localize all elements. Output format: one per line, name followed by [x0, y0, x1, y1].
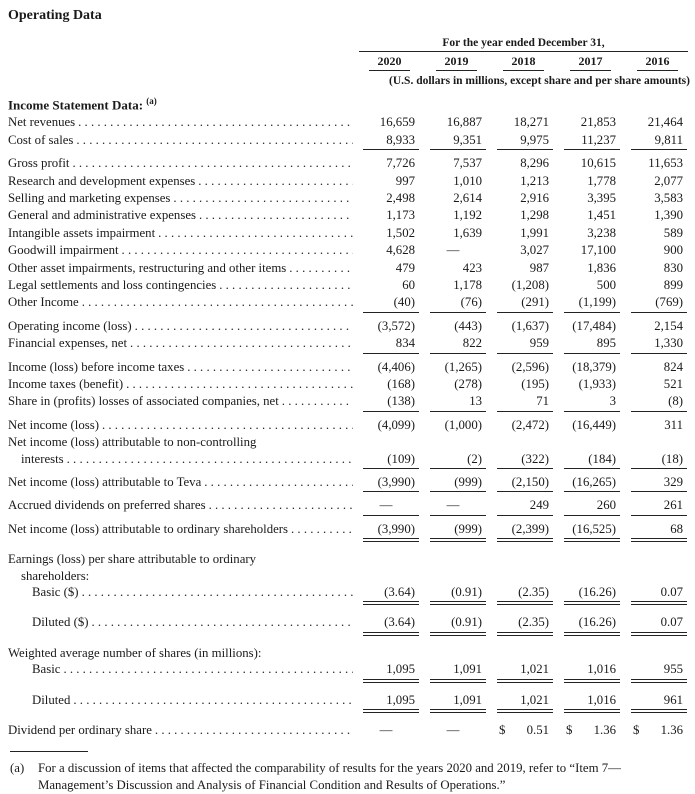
value-cell: 1,021: [497, 661, 553, 682]
row-label: Accrued dividends on preferred shares: [8, 498, 206, 513]
leader-dots: [82, 584, 353, 605]
value-cell: 1,095: [363, 692, 419, 713]
row-label-cell: [8, 376, 355, 393]
value-cell: 1,016: [564, 661, 620, 682]
row-label-cell: [8, 207, 355, 224]
value-cell: 7,726: [386, 156, 415, 171]
leader-dots: [135, 318, 353, 335]
row-label-cell: [8, 173, 355, 190]
currency-symbol: $: [633, 723, 640, 738]
table-row: [8, 434, 690, 450]
value-cell: [363, 551, 419, 567]
value-cell: 2,498: [386, 190, 415, 205]
value-cell: (8): [631, 393, 687, 411]
row-label-cell: [8, 584, 355, 605]
row-label-cell: [8, 155, 355, 172]
value-cell: (1,637): [511, 318, 549, 333]
leader-dots: [155, 722, 353, 739]
value-cell: 1,502: [386, 225, 415, 240]
table-body: [8, 114, 690, 739]
value-cell: 3,395: [587, 190, 616, 205]
table-row: [8, 614, 690, 635]
value-cell: 900: [663, 243, 683, 258]
value-cell: 249: [497, 497, 553, 515]
row-label: Net income (loss) attributable to non-controlling: [8, 435, 257, 450]
value-cell: 1,451: [587, 208, 616, 223]
value-cell: (16.26): [564, 584, 620, 605]
row-label: Legal settlements and loss contingencies: [8, 277, 217, 292]
row-label: Cost of sales: [8, 132, 74, 147]
page-title: Operating Data: [8, 8, 102, 23]
row-label-cell: [8, 318, 355, 335]
value-cell: [564, 568, 620, 584]
leader-dots: [158, 225, 353, 242]
leader-dots: [63, 661, 353, 682]
value-cell: [564, 434, 620, 450]
value-cell: 1,390: [654, 208, 683, 223]
row-label-cell: [8, 474, 355, 492]
value-cell: 3: [564, 393, 620, 411]
value-cell: (1,000): [444, 417, 482, 432]
year-label: 2018: [503, 54, 544, 71]
value-cell: 1,639: [453, 225, 482, 240]
value-cell: 311: [664, 417, 683, 432]
value-cell: 822: [430, 335, 486, 353]
table-row: [8, 260, 690, 277]
footnote: [8, 760, 683, 794]
value-cell: (16,265): [564, 474, 620, 492]
value-cell: [497, 551, 553, 567]
value-cell: 0.07: [631, 584, 687, 605]
value-cell: [631, 434, 687, 450]
value-cell: 260: [564, 497, 620, 515]
value-cell: [363, 568, 419, 584]
leader-dots: [219, 277, 353, 294]
row-label-cell: [8, 568, 355, 584]
value-cell: 17,100: [580, 243, 616, 258]
year-label: 2016: [637, 54, 678, 71]
value-cell: (4,099): [377, 417, 415, 432]
row-label: Income taxes (benefit): [8, 377, 124, 392]
row-label: Goodwill impairment: [8, 243, 119, 258]
value-cell: 521: [663, 377, 683, 392]
leader-dots: [102, 417, 353, 434]
value-cell: [497, 722, 553, 739]
row-label-cell: [8, 692, 355, 713]
value-cell: 1,836: [587, 260, 616, 275]
table-row: [8, 277, 690, 294]
value-cell: (999): [430, 521, 486, 542]
row-label: Income (loss) before income taxes: [8, 359, 185, 374]
value-cell: 589: [663, 225, 683, 240]
value-cell: 10,615: [580, 156, 616, 171]
value-cell: 3,238: [587, 225, 616, 240]
value-cell: 261: [631, 497, 687, 515]
value-cell: [497, 434, 553, 450]
value-cell: [564, 722, 620, 739]
value-cell: (2.35): [497, 614, 553, 635]
value-cell: 895: [564, 335, 620, 353]
year-label: 2017: [570, 54, 611, 71]
value-cell: 423: [462, 260, 482, 275]
table-row: [8, 451, 690, 469]
table-row: [8, 132, 690, 150]
value-cell: 1,016: [564, 692, 620, 713]
leader-dots: [76, 132, 353, 150]
leader-dots: [209, 497, 353, 515]
value-cell: 1,091: [430, 692, 486, 713]
value-cell: 4,628: [386, 243, 415, 258]
row-label-cell: [8, 359, 355, 376]
value-cell: (138): [363, 393, 419, 411]
value-amount: 0.51: [526, 723, 549, 738]
row-label-cell: [8, 451, 355, 469]
value-cell: (2): [430, 451, 486, 469]
table-row: [8, 393, 690, 411]
table-row: [8, 497, 690, 515]
value-cell: (1,265): [444, 359, 482, 374]
table-row: [8, 190, 690, 207]
value-cell: [430, 551, 486, 567]
value-cell: 16,659: [379, 115, 415, 130]
value-cell: (3.64): [363, 614, 419, 635]
value-cell: 987: [529, 260, 549, 275]
row-label: Selling and marketing expenses: [8, 190, 171, 205]
row-label: Intangible assets impairment: [8, 225, 156, 240]
leader-dots: [204, 474, 353, 492]
value-cell: (2,596): [511, 359, 549, 374]
value-cell: 21,853: [580, 115, 616, 130]
leader-dots: [78, 114, 353, 131]
value-cell: [631, 551, 687, 567]
value-cell: (18,379): [572, 359, 616, 374]
row-label: Other Income: [8, 295, 79, 310]
table-header: [355, 37, 690, 87]
value-cell: 961: [631, 692, 687, 713]
leader-dots: [187, 359, 353, 376]
value-cell: [430, 434, 486, 450]
value-cell: —: [379, 723, 393, 738]
value-cell: (291): [497, 294, 553, 312]
value-cell: 834: [363, 335, 419, 353]
table-row: [8, 294, 690, 312]
year-label: 2020: [369, 54, 410, 71]
value-cell: 8,933: [363, 132, 419, 150]
value-cell: —: [363, 497, 419, 515]
value-cell: (76): [430, 294, 486, 312]
table-row: [8, 568, 690, 584]
value-cell: 2,154: [654, 318, 683, 333]
value-cell: 18,271: [513, 115, 549, 130]
currency-symbol: $: [499, 723, 506, 738]
value-cell: (17,484): [572, 318, 616, 333]
years-row: [355, 54, 690, 71]
value-cell: 1,010: [453, 173, 482, 188]
row-label: Net income (loss) attributable to Teva: [8, 475, 202, 490]
row-label: Diluted ($): [32, 615, 89, 630]
row-label-cell: [8, 190, 355, 207]
value-cell: [631, 568, 687, 584]
value-cell: 9,811: [631, 132, 687, 150]
row-label: Financial expenses, net: [8, 336, 128, 351]
table-row: [8, 376, 690, 393]
table-row: [8, 661, 690, 682]
value-cell: 830: [663, 260, 683, 275]
value-cell: (1,199): [564, 294, 620, 312]
value-cell: [497, 645, 553, 661]
row-label-cell: [8, 225, 355, 242]
value-cell: 329: [631, 474, 687, 492]
value-cell: 1,091: [430, 661, 486, 682]
value-cell: [631, 645, 687, 661]
value-cell: [430, 568, 486, 584]
value-cell: [430, 645, 486, 661]
value-cell: 1,991: [520, 225, 549, 240]
table-row: [8, 551, 690, 567]
leader-dots: [198, 173, 353, 190]
row-label-cell: [8, 294, 355, 312]
row-label-cell: [8, 521, 355, 542]
table-row: [8, 521, 690, 542]
row-label-cell: [8, 434, 355, 450]
value-cell: (16.26): [564, 614, 620, 635]
value-cell: [564, 645, 620, 661]
value-cell: (2.35): [497, 584, 553, 605]
row-label-cell: [8, 497, 355, 515]
table-row: [8, 474, 690, 492]
value-cell: 71: [497, 393, 553, 411]
value-cell: (999): [430, 474, 486, 492]
row-label: Diluted: [32, 692, 71, 707]
value-cell: (195): [521, 377, 549, 392]
value-cell: [497, 568, 553, 584]
row-label-cell: [8, 417, 355, 434]
value-cell: 9,975: [497, 132, 553, 150]
row-label-cell: [8, 614, 355, 635]
value-cell: (1,208): [511, 277, 549, 292]
value-cell: 7,537: [453, 156, 482, 171]
row-label-cell: [8, 277, 355, 294]
value-cell: 11,237: [564, 132, 620, 150]
value-cell: (2,472): [511, 417, 549, 432]
value-cell: (3.64): [363, 584, 419, 605]
row-label-cell: [8, 645, 355, 661]
value-cell: 1,192: [453, 208, 482, 223]
value-cell: 997: [395, 173, 415, 188]
value-cell: 955: [631, 661, 687, 682]
table-row: [8, 584, 690, 605]
leader-dots: [173, 190, 353, 207]
value-cell: (109): [363, 451, 419, 469]
value-amount: 1.36: [593, 723, 616, 738]
value-cell: 1,178: [453, 277, 482, 292]
section-heading: [8, 96, 690, 113]
value-cell: (278): [454, 377, 482, 392]
value-cell: 2,916: [520, 190, 549, 205]
value-cell: (1,933): [578, 377, 616, 392]
value-cell: 1,173: [386, 208, 415, 223]
value-cell: (2,399): [497, 521, 553, 542]
row-label: Operating income (loss): [8, 318, 132, 333]
leader-dots: [282, 393, 353, 411]
leader-dots: [92, 614, 353, 635]
value-cell: (2,150): [497, 474, 553, 492]
value-cell: 13: [430, 393, 486, 411]
table-row: [8, 722, 690, 739]
value-cell: 60: [402, 277, 415, 292]
row-label: Dividend per ordinary share: [8, 723, 152, 738]
table-row: [8, 242, 690, 259]
row-label-cell: [8, 114, 355, 131]
table-row: [8, 359, 690, 376]
row-label: Net income (loss) attributable to ordinary shareholders: [8, 521, 289, 536]
row-label: Basic: [32, 662, 61, 677]
section-heading-footnote-ref: (a): [146, 96, 157, 106]
value-cell: 2,614: [453, 190, 482, 205]
row-label-cell: [8, 242, 355, 259]
row-label: shareholders:: [21, 568, 90, 583]
row-label: interests: [21, 451, 64, 466]
footnote-divider: [10, 751, 88, 752]
value-amount: 1.36: [660, 723, 683, 738]
value-cell: [631, 722, 687, 739]
row-label: General and administrative expenses: [8, 208, 196, 223]
value-cell: [564, 551, 620, 567]
row-label-cell: [8, 551, 355, 567]
value-cell: 3,583: [654, 190, 683, 205]
value-cell: —: [446, 243, 460, 258]
leader-dots: [73, 692, 353, 713]
value-cell: 1,213: [520, 173, 549, 188]
table-row: [8, 335, 690, 353]
value-cell: (16,525): [564, 521, 620, 542]
value-cell: 9,351: [430, 132, 486, 150]
value-cell: 500: [596, 277, 616, 292]
table-row: [8, 114, 690, 131]
leader-dots: [289, 260, 353, 277]
value-cell: 11,653: [648, 156, 683, 171]
value-cell: (4,406): [377, 359, 415, 374]
leader-dots: [122, 242, 353, 259]
value-cell: —: [446, 723, 460, 738]
value-cell: [363, 645, 419, 661]
value-cell: (16,449): [572, 417, 616, 432]
table-row: [8, 207, 690, 224]
value-cell: (0.91): [430, 584, 486, 605]
row-label-cell: [8, 260, 355, 277]
currency-symbol: $: [566, 723, 573, 738]
value-cell: (3,572): [377, 318, 415, 333]
value-cell: (0.91): [430, 614, 486, 635]
leader-dots: [199, 207, 353, 224]
table-row: [8, 173, 690, 190]
row-label: Other asset impairments, restructuring and other items: [8, 260, 287, 275]
row-label: Research and development expenses: [8, 173, 196, 188]
leader-dots: [73, 155, 354, 172]
footnote-marker: (a): [10, 760, 25, 775]
value-cell: 1,298: [520, 208, 549, 223]
row-label: Basic ($): [32, 585, 79, 600]
value-cell: (40): [363, 294, 419, 312]
value-cell: 21,464: [647, 115, 683, 130]
value-cell: 3,027: [520, 243, 549, 258]
value-cell: 2,077: [654, 173, 683, 188]
value-cell: 1,330: [631, 335, 687, 353]
section-heading-text: Income Statement Data:: [8, 97, 144, 113]
value-cell: (769): [631, 294, 687, 312]
table-row: [8, 225, 690, 242]
leader-dots: [291, 521, 353, 542]
value-cell: (168): [387, 377, 415, 392]
value-cell: 8,296: [520, 156, 549, 171]
leader-dots: [67, 451, 353, 469]
value-cell: 899: [663, 277, 683, 292]
value-cell: 1,095: [363, 661, 419, 682]
value-cell: (184): [564, 451, 620, 469]
row-label-cell: [8, 661, 355, 682]
value-cell: 479: [395, 260, 415, 275]
value-cell: 68: [631, 521, 687, 542]
leader-dots: [130, 335, 353, 353]
value-cell: (3,990): [363, 521, 419, 542]
row-label-cell: [8, 722, 355, 739]
table-row: [8, 417, 690, 434]
table-row: [8, 692, 690, 713]
value-cell: [363, 434, 419, 450]
leader-dots: [82, 294, 353, 312]
table-row: [8, 318, 690, 335]
leader-dots: [126, 376, 353, 393]
row-label-cell: [8, 393, 355, 411]
value-cell: —: [430, 497, 486, 515]
row-label-cell: [8, 132, 355, 150]
row-label: Gross profit: [8, 156, 70, 171]
value-cell: 16,887: [446, 115, 482, 130]
value-cell: 959: [497, 335, 553, 353]
footnote-text: For a discussion of items that affected the comparability of results for the years 2020 and 2019, refer to “Item 7—Management’s Discussion and Analysis of Financial Condition and Results of Operations.”: [38, 760, 621, 792]
value-cell: (18): [631, 451, 687, 469]
year-span-label: For the year ended December 31,: [359, 37, 688, 52]
units-note: (U.S. dollars in millions, except share and per share amounts): [389, 75, 690, 87]
row-label: Net income (loss): [8, 417, 99, 432]
value-cell: (443): [454, 318, 482, 333]
value-cell: 824: [663, 359, 683, 374]
row-label-cell: [8, 335, 355, 353]
table-row: [8, 155, 690, 172]
value-cell: 1,021: [497, 692, 553, 713]
year-label: 2019: [436, 54, 477, 71]
value-cell: (322): [497, 451, 553, 469]
value-cell: 1,778: [587, 173, 616, 188]
row-label: Share in (profits) losses of associated companies, net: [8, 394, 279, 409]
row-label: Net revenues: [8, 115, 76, 130]
value-cell: (3,990): [363, 474, 419, 492]
row-label: Weighted average number of shares (in millions):: [8, 645, 262, 660]
table-row: [8, 645, 690, 661]
value-cell: 0.07: [631, 614, 687, 635]
row-label: Earnings (loss) per share attributable to ordinary: [8, 552, 257, 567]
